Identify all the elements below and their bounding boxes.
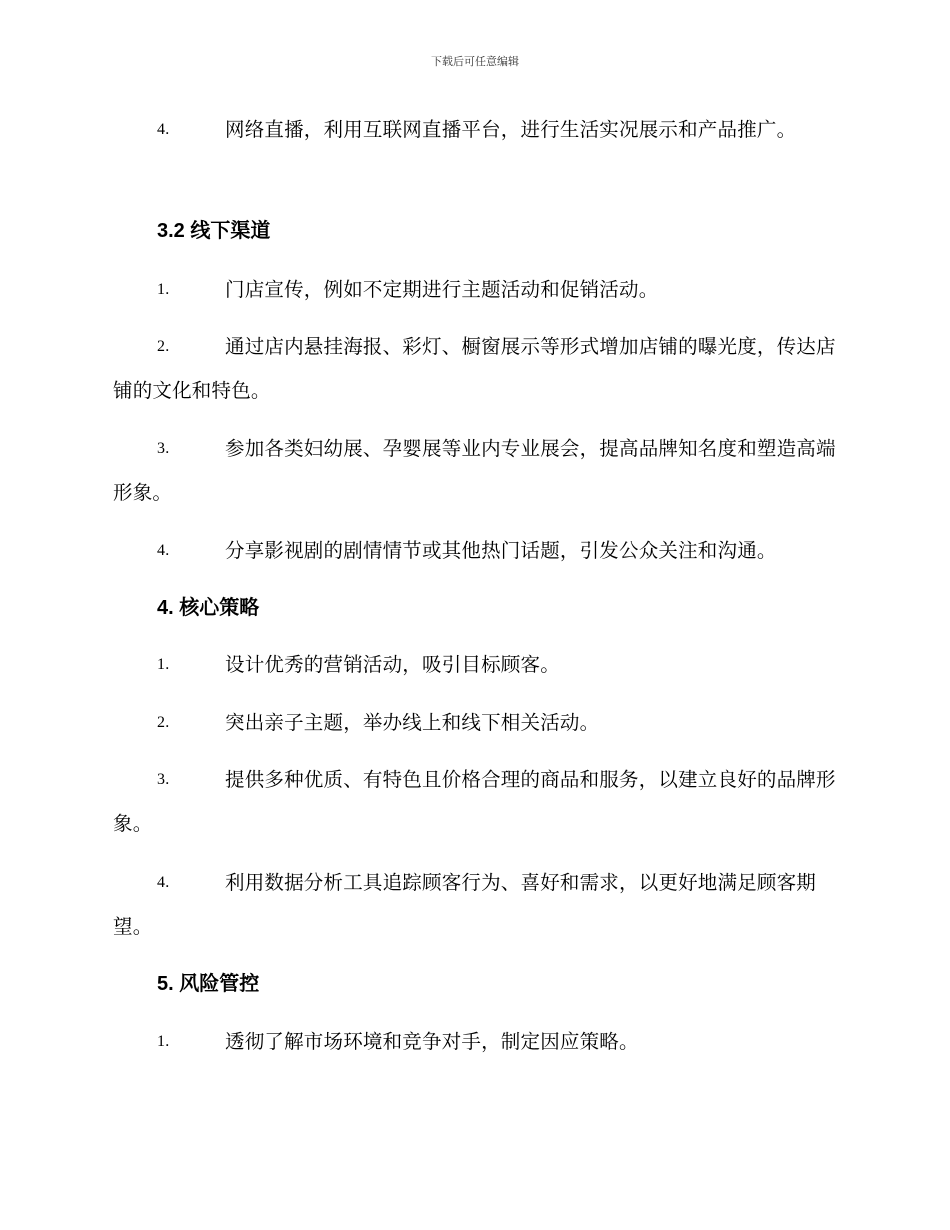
- list-number: 4.: [157, 542, 170, 559]
- section-heading: 3.2 线下渠道: [157, 220, 271, 242]
- list-number: 2.: [157, 338, 170, 355]
- list-number: 2.: [157, 714, 170, 731]
- section-heading: 5. 风险管控: [157, 973, 260, 995]
- list-number: 1.: [157, 656, 170, 673]
- list-text: 透彻了解市场环境和竞争对手，制定因应策略。: [225, 1030, 639, 1053]
- list-item: [113, 108, 837, 152]
- list-text: 网络直播，利用互联网直播平台，进行生活实况展示和产品推广。: [225, 118, 797, 141]
- list-number: 1.: [157, 281, 170, 298]
- list-text: 分享影视剧的剧情情节或其他热门话题，引发公众关注和沟通。: [225, 539, 777, 562]
- list-number: 1.: [157, 1033, 170, 1050]
- list-item: [113, 758, 837, 846]
- list-item: [113, 529, 837, 573]
- list-item: [113, 325, 837, 413]
- list-text: 通过店内悬挂海报、彩灯、橱窗展示等形式增加店铺的曝光度，传达店铺的文化和特色。: [113, 335, 836, 402]
- list-number: 3.: [157, 771, 170, 788]
- list-text: 提供多种优质、有特色且价格合理的商品和服务，以建立良好的品牌形象。: [113, 768, 836, 835]
- list-item: [113, 268, 837, 312]
- section-heading: 4. 核心策略: [157, 597, 260, 619]
- list-item: [113, 427, 837, 515]
- list-item: [113, 701, 837, 745]
- list-item: [113, 643, 837, 687]
- list-text: 突出亲子主题，举办线上和线下相关活动。: [225, 711, 600, 734]
- list-text: 利用数据分析工具追踪顾客行为、喜好和需求，以更好地满足顾客期望。: [113, 871, 817, 938]
- page-header: 下载后可任意编辑: [431, 55, 519, 68]
- list-text: 设计优秀的营销活动，吸引目标顾客。: [225, 653, 560, 676]
- list-item: [113, 1020, 837, 1064]
- list-number: 4.: [157, 121, 170, 138]
- list-number: 4.: [157, 874, 170, 891]
- list-item: [113, 861, 837, 949]
- list-text: 参加各类妇幼展、孕婴展等业内专业展会，提高品牌知名度和塑造高端形象。: [113, 437, 836, 504]
- list-number: 3.: [157, 440, 170, 457]
- list-text: 门店宣传，例如不定期进行主题活动和促销活动。: [225, 278, 659, 301]
